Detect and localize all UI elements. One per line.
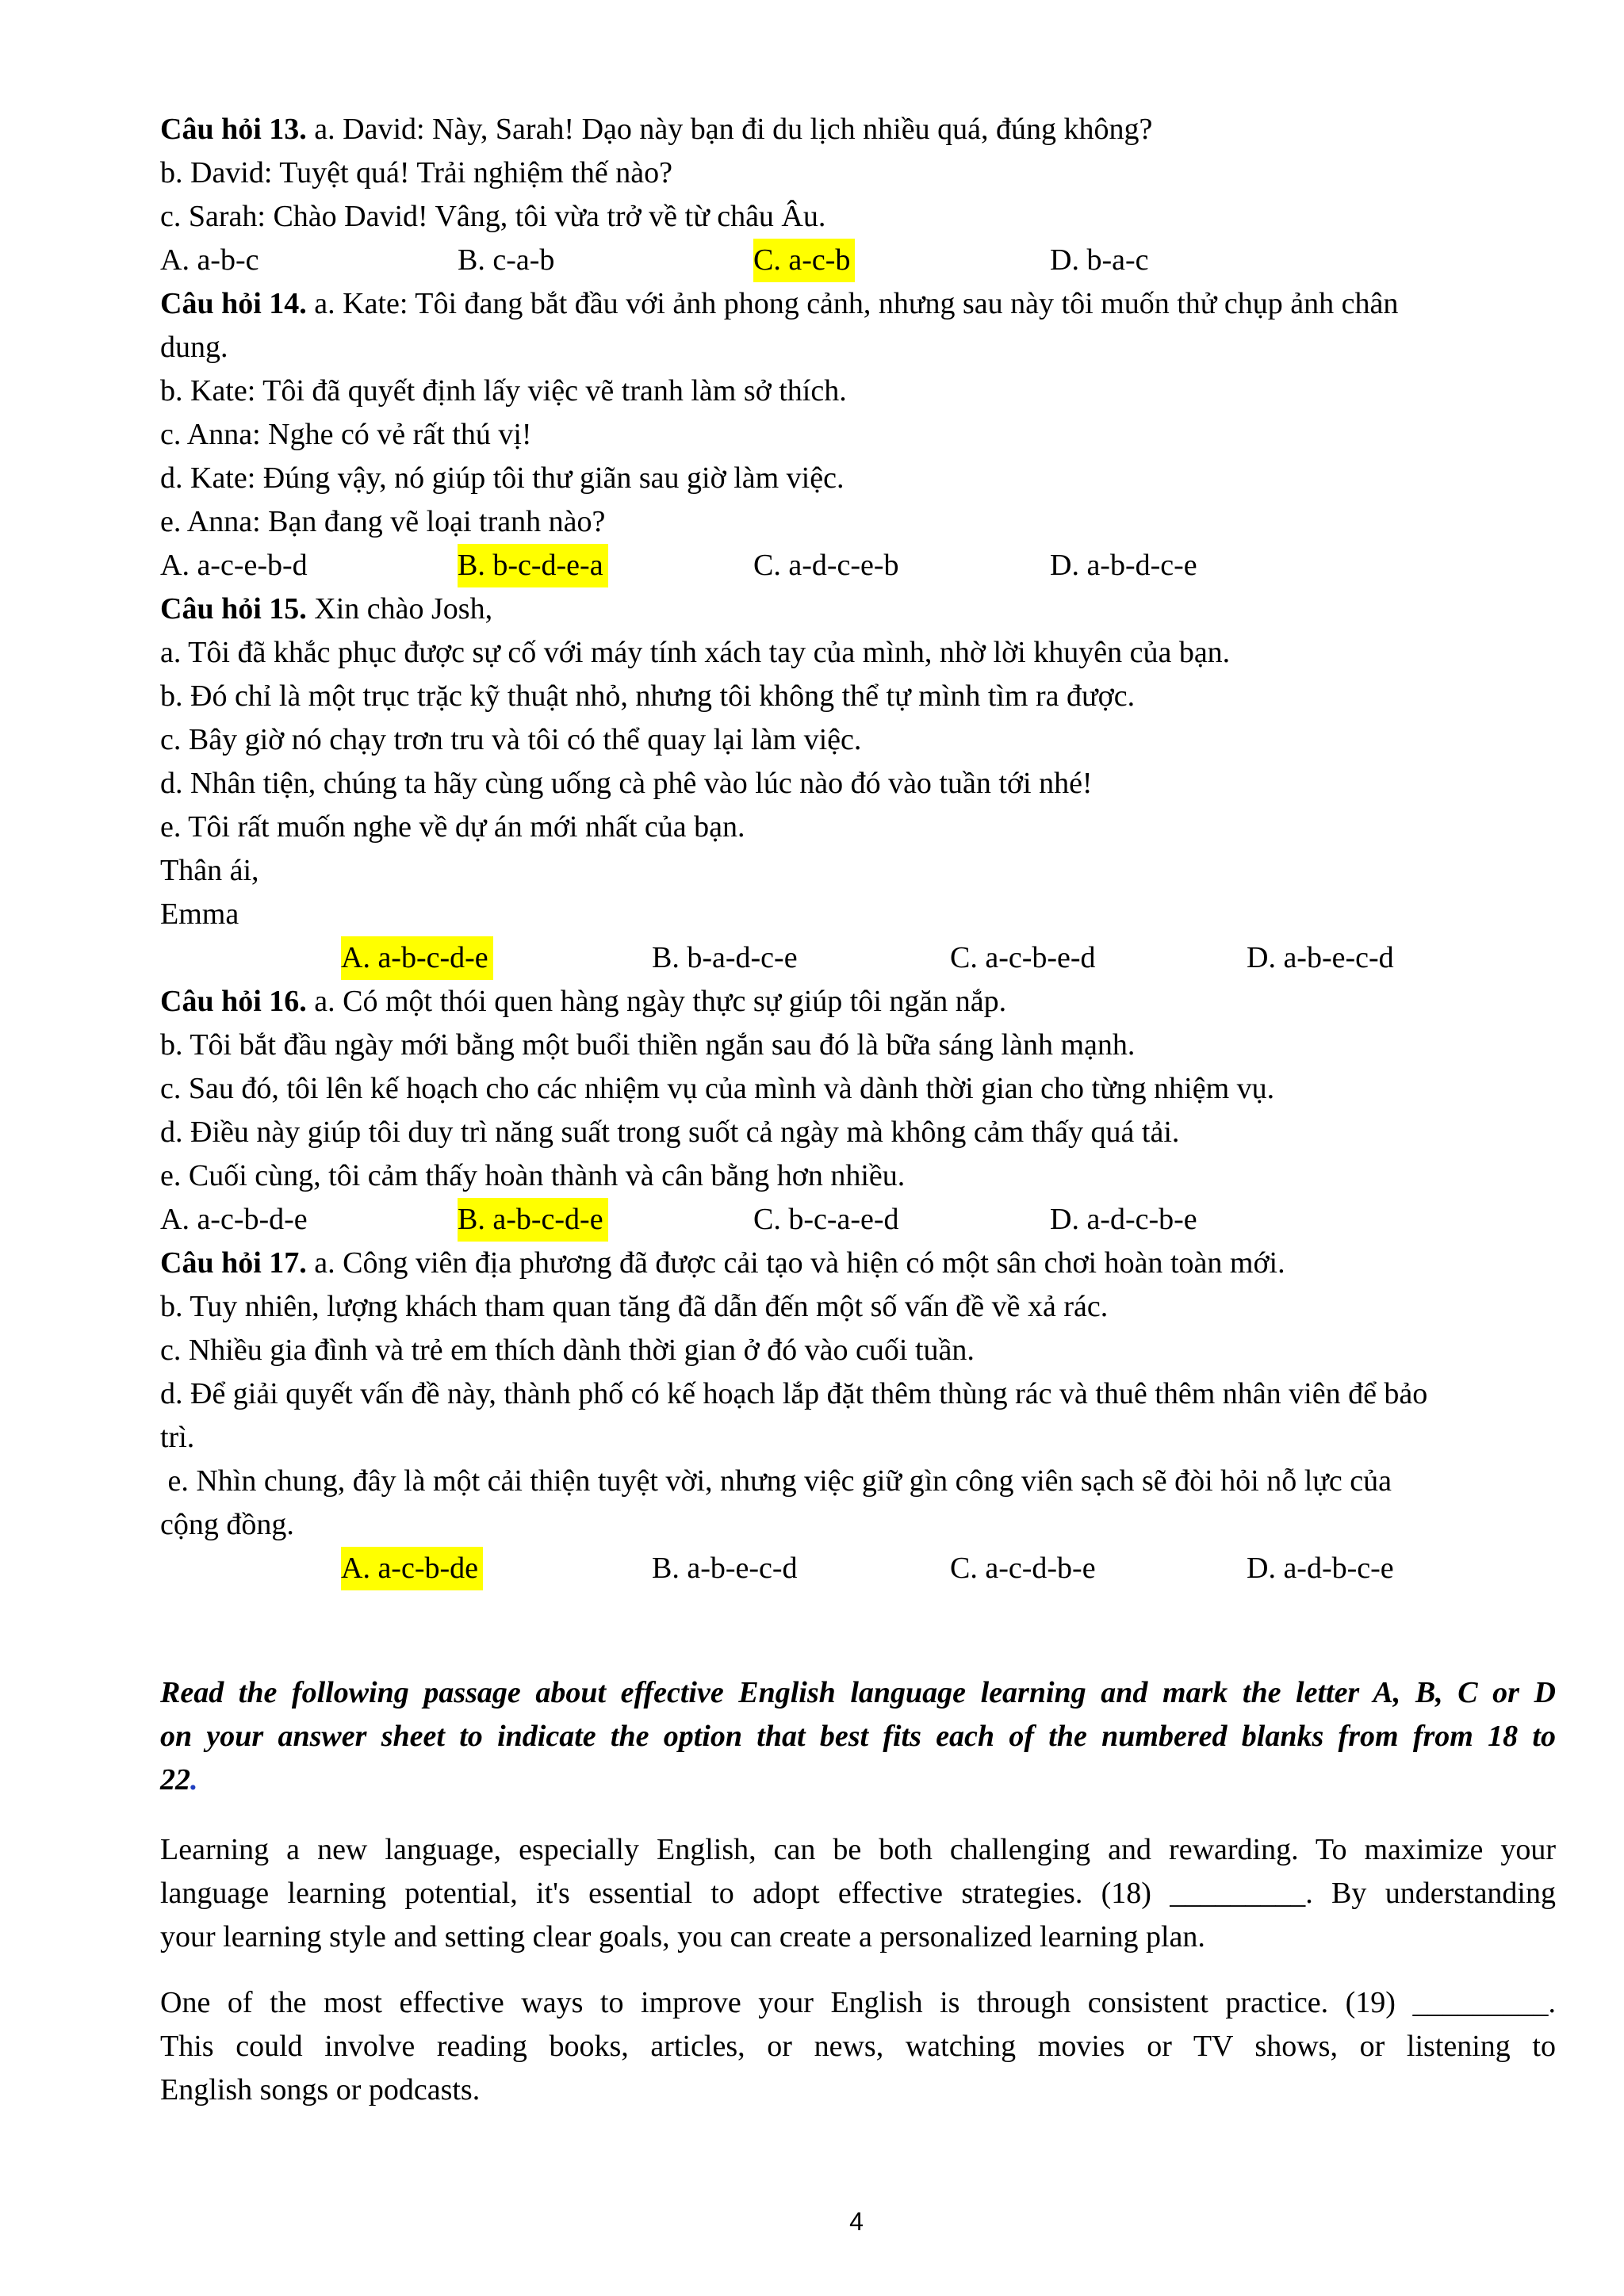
sentence-line: d. Để giải quyết vấn đề này, thành phố có kế hoạch lắp đặt thêm thùng rác và thuê thêm nhân viên để bảo xyxy=(160,1377,1428,1410)
question-label: Câu hỏi 14. xyxy=(160,287,307,320)
option-d[interactable]: D. a-b-e-c-d xyxy=(1247,941,1394,974)
dialogue-line: b. David: Tuyệt quá! Trải nghiệm thế nào? xyxy=(160,156,672,189)
question-label: Câu hỏi 13. xyxy=(160,113,307,146)
dialogue-line: e. Anna: Bạn đang vẽ loại tranh nào? xyxy=(160,505,606,538)
reading-instruction xyxy=(160,1671,1556,1802)
options-row xyxy=(160,1198,1556,1242)
options-row xyxy=(160,544,1556,587)
page-number: 4 xyxy=(849,2207,864,2236)
sentence-line: c. Nhiều gia đình và trẻ em thích dành thời gian ở đó vào cuối tuần. xyxy=(160,1334,975,1367)
option-b[interactable]: B. b-a-d-c-e xyxy=(652,941,798,974)
options-row xyxy=(160,239,1556,282)
sentence-line: d. Điều này giúp tôi duy trì năng suất trong suốt cả ngày mà không cảm thấy quá tải. xyxy=(160,1115,1180,1149)
letter-line: c. Bây giờ nó chạy trơn tru và tôi có thể quay lại làm việc. xyxy=(160,723,862,756)
question-15 xyxy=(160,587,1556,980)
instruction-end-mark: . xyxy=(190,1763,198,1797)
letter-line: e. Tôi rất muốn nghe về dự án mới nhất của bạn. xyxy=(160,810,745,844)
instruction-line: Read the following passage about effective English language learning and mark the letter A, B, C or D xyxy=(160,1676,1556,1709)
dialogue-line: c. Sarah: Chào David! Vâng, tôi vừa trở về từ châu Âu. xyxy=(160,200,826,233)
option-a[interactable]: A. a-c-e-b-d xyxy=(160,549,308,582)
sentence-line: a. Công viên địa phương đã được cải tạo và hiện có một sân chơi hoàn toàn mới. xyxy=(314,1246,1285,1280)
question-label: Câu hỏi 17. xyxy=(160,1246,307,1280)
question-14 xyxy=(160,282,1556,587)
option-b-highlighted[interactable]: B. a-b-c-d-e xyxy=(458,1198,608,1242)
option-a-highlighted[interactable]: A. a-b-c-d-e xyxy=(341,936,493,980)
instruction-line xyxy=(160,1758,1556,1802)
passage-line: your learning style and setting clear goals, you can create a personalized learning plan. xyxy=(160,1920,1205,1954)
option-d[interactable]: D. a-b-d-c-e xyxy=(1050,549,1197,582)
sentence-line: b. Tuy nhiên, lượng khách tham quan tăng đã dẫn đến một số vấn đề về xả rác. xyxy=(160,1290,1109,1323)
option-a[interactable]: A. a-c-b-d-e xyxy=(160,1203,308,1236)
letter-closing: Thân ái, xyxy=(160,854,259,887)
options-row xyxy=(160,1547,1556,1590)
instruction-line: on your answer sheet to indicate the option that best fits each of the numbered blanks from from 18 to xyxy=(160,1720,1556,1753)
passage-line: language learning potential, it's essential to adopt effective strategies. (18) _________. By understanding xyxy=(160,1877,1556,1910)
letter-line: d. Nhân tiện, chúng ta hãy cùng uống cà phê vào lúc nào đó vào tuần tới nhé! xyxy=(160,767,1093,800)
letter-signature: Emma xyxy=(160,897,239,931)
dialogue-line: a. David: Này, Sarah! Dạo này bạn đi du lịch nhiều quá, đúng không? xyxy=(314,113,1153,146)
passage-paragraph-2 xyxy=(160,1981,1556,2112)
option-c[interactable]: C. a-c-b-e-d xyxy=(950,941,1096,974)
question-label: Câu hỏi 15. xyxy=(160,592,307,626)
sentence-line: cộng đồng. xyxy=(160,1508,294,1541)
dialogue-line: d. Kate: Đúng vậy, nó giúp tôi thư giãn sau giờ làm việc. xyxy=(160,461,845,495)
passage-line: English songs or podcasts. xyxy=(160,2073,481,2107)
question-line xyxy=(160,108,1556,151)
option-a[interactable]: A. a-b-c xyxy=(160,243,259,277)
options-row xyxy=(160,936,1556,980)
option-d[interactable]: D. a-d-b-c-e xyxy=(1247,1552,1394,1585)
option-d[interactable]: D. a-d-c-b-e xyxy=(1050,1203,1197,1236)
option-d[interactable]: D. b-a-c xyxy=(1050,243,1149,277)
passage-paragraph-1 xyxy=(160,1828,1556,1959)
sentence-line: e. Nhìn chung, đây là một cải thiện tuyệt vời, nhưng việc giữ gìn công viên sạch sẽ đòi hỏi nỗ lực của xyxy=(160,1464,1392,1498)
option-c-highlighted[interactable]: C. a-c-b xyxy=(753,239,855,282)
option-c[interactable]: C. a-d-c-e-b xyxy=(753,549,899,582)
question-17 xyxy=(160,1242,1556,1590)
dialogue-line: a. Kate: Tôi đang bắt đầu với ảnh phong cảnh, nhưng sau này tôi muốn thử chụp ảnh chân xyxy=(314,287,1399,320)
sentence-line: b. Tôi bắt đầu ngày mới bằng một buổi thiền ngắn sau đó là bữa sáng lành mạnh. xyxy=(160,1028,1136,1062)
option-c[interactable]: C. b-c-a-e-d xyxy=(753,1203,899,1236)
passage-line: Learning a new language, especially English, can be both challenging and rewarding. To maximize your xyxy=(160,1833,1556,1866)
option-b-highlighted[interactable]: B. b-c-d-e-a xyxy=(458,544,608,587)
passage-line: One of the most effective ways to improve your English is through consistent practice. (19) _________. xyxy=(160,1986,1556,2019)
dialogue-line: c. Anna: Nghe có vẻ rất thú vị! xyxy=(160,418,532,451)
option-b[interactable]: B. c-a-b xyxy=(458,243,555,277)
letter-line: a. Tôi đã khắc phục được sự cố với máy tính xách tay của mình, nhờ lời khuyên của bạn. xyxy=(160,636,1231,669)
sentence-line: c. Sau đó, tôi lên kế hoạch cho các nhiệm vụ của mình và dành thời gian cho từng nhiệm vụ. xyxy=(160,1072,1275,1105)
dialogue-line: b. Kate: Tôi đã quyết định lấy việc vẽ tranh làm sở thích. xyxy=(160,374,847,408)
sentence-line: trì. xyxy=(160,1421,195,1454)
sentence-line: e. Cuối cùng, tôi cảm thấy hoàn thành và cân bằng hơn nhiều. xyxy=(160,1159,906,1192)
question-13 xyxy=(160,108,1556,282)
question-line xyxy=(160,587,1556,631)
letter-greeting: Xin chào Josh, xyxy=(314,592,493,626)
option-a-highlighted[interactable]: A. a-c-b-de xyxy=(341,1547,483,1590)
option-c[interactable]: C. a-c-d-b-e xyxy=(950,1552,1096,1585)
question-label: Câu hỏi 16. xyxy=(160,985,307,1018)
option-b[interactable]: B. a-b-e-c-d xyxy=(652,1552,798,1585)
dialogue-line: dung. xyxy=(160,331,228,364)
sentence-line: a. Có một thói quen hàng ngày thực sự giúp tôi ngăn nắp. xyxy=(314,985,1007,1018)
question-line xyxy=(160,282,1556,326)
instruction-line-end: 22 xyxy=(160,1763,190,1797)
question-16 xyxy=(160,980,1556,1242)
question-line xyxy=(160,1242,1556,1285)
passage-line: This could involve reading books, articles, or news, watching movies or TV shows, or listening to xyxy=(160,2030,1556,2063)
letter-line: b. Đó chỉ là một trục trặc kỹ thuật nhỏ, nhưng tôi không thể tự mình tìm ra được. xyxy=(160,679,1136,713)
question-line xyxy=(160,980,1556,1024)
